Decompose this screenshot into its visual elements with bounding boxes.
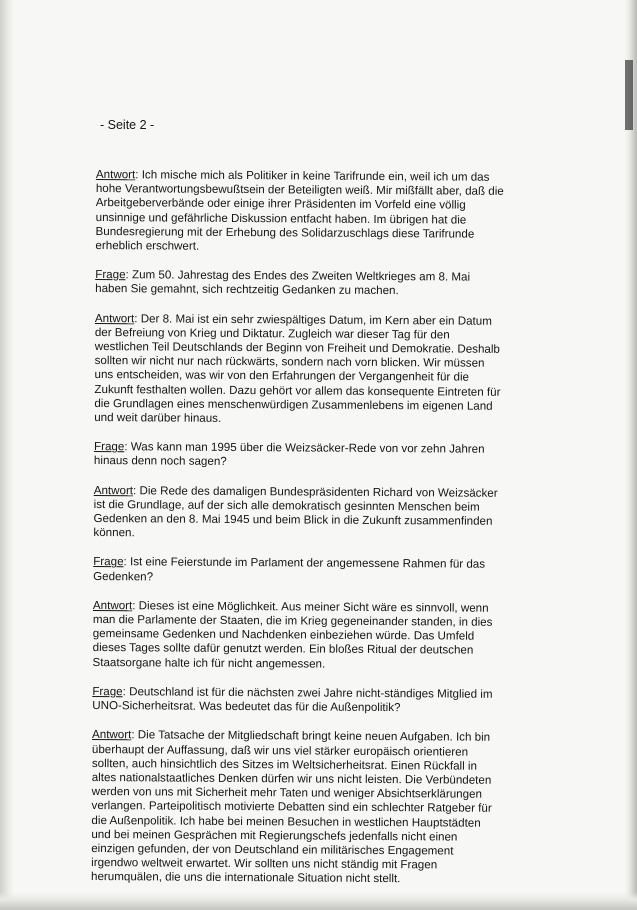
question-label: Frage [93,555,124,569]
answer-label: Antwort [91,728,132,742]
answer-text: Die Rede des damaligen Bundespräsidenten Richard von Weizsäcker ist die Grundlage, auf der sich alle demokratisch gesinnten Menschen beim Gedenken an den 8. Mai 1945 und beim Blick in die Zukunft zusammenfinden können. [93,483,498,540]
question-text: Deutschland ist für die nächsten zwei Jahre nicht-ständiges Mitglied im UNO-Sicherheitsrat. Was bedeutet das für die Außenpolitik? [92,685,493,715]
answer-label: Antwort [95,168,136,182]
interview-text [91,168,504,902]
answer-paragraph: Antwort: Ich mische mich als Politiker in keine Tarifrunde ein, weil ich um das hohe Verantwortungsbewußtsein der Beteiligten weiß. Mir mißfällt aber, daß die Arbeitgeberverbände oder einige ihrer Präsidenten im Vorfeld eine völlig unsinnige und gefährliche Diskussion entfacht haben. Im übrigen hat die Bundesregierung mit der Erhebung des Solidarzuschlags diese Tarifrunde erheblich erschwert. [95,168,504,253]
answer-paragraph: Antwort: Der 8. Mai ist ein sehr zwiespältiges Datum, im Kern aber ein Datum der Befreiung von Krieg und Diktatur. Zugleich war dieser Tag für den westlichen Teil Deutschlands der Beginn von Freiheit und Demokratie. Deshalb sollten wir nicht nur nach rückwärts, sondern nach vorn blicken. Wir müssen uns entscheiden, was wir von den Erfahrungen der Vergangenheit für die Zukunft festhalten wollen. Dazu gehört vor allem das konsequente Eintreten für die Grundlagen eines menschenwürdigen Zusammenlebens im eigenen Land und weit darüber hinaus. [94,311,501,425]
answer-text: Der 8. Mai ist ein sehr zwiespältiges Datum, im Kern aber ein Datum der Befreiung von Krieg und Diktatur. Zugleich war dieser Tag für den westlichen Teil Deutschlands der Beginn von Freiheit und Demokratie. Deshalb sollten wir nicht nur nach rückwärts, sondern nach vorn blicken. Wir müssen uns entscheiden, was wir von den Erfahrungen der Vergangenheit für die Zukunft festhalten wollen. Dazu gehört vor allem das konsequente Eintreten für die Grundlagen eines menschenwürdigen Zusammenlebens im eigenen Land und weit darüber hinaus. [94,311,501,425]
question-paragraph: Frage: Deutschland ist für die nächsten zwei Jahre nicht-ständiges Mitglied im UNO-Sicherheitsrat. Was bedeutet das für die Außenpolitik? [92,684,493,715]
question-label: Frage [95,268,126,282]
scan-edge-right [625,0,637,910]
answer-label: Antwort [93,483,134,497]
answer-paragraph: Antwort: Die Tatsache der Mitgliedschaft bringt keine neuen Aufgaben. Ich bin überhaupt der Auffassung, daß wir uns viel stärker europäisch orientieren sollten, auch hinsichtlich des Sitzes im Weltsicherheitsrat. Einen Rückfall in altes nationalstaatliches Denken dürfen wir uns nicht leisten. Die Verbündeten werden von uns mit Sicherheit mehr Taten und weniger Absichtserklärungen verlangen. Parteipolitisch motivierte Debatten sind ein schlechter Ratgeber für die Außenpolitik. Ich habe bei meinen Besuchen in westlichen Hauptstädten und bei meinen Gesprächen mit Regierungschefs jedenfalls nicht einen einzigen gefunden, der von Deutschland ein militärisches Engagement irgendwo weltweit erwartet. Wir sollten uns nicht ständig mit Fragen herumquälen, die uns die internationale Situation nicht stellt. [91,728,492,886]
question-text: Zum 50. Jahrestag des Endes des Zweiten Weltkrieges am 8. Mai haben Sie gemahnt, sich rechtzeitig Gedanken zu machen. [95,268,471,298]
scan-edge-left [0,0,14,910]
answer-label: Antwort [94,311,135,325]
question-paragraph: Frage: Ist eine Feierstunde im Parlament der angemessene Rahmen für das Gedenken? [93,555,486,584]
scan-binding-mark [625,60,633,130]
question-text: Ist eine Feierstunde im Parlament der angemessene Rahmen für das Gedenken? [93,555,486,584]
answer-text: Die Tatsache der Mitgliedschaft bringt keine neuen Aufgaben. Ich bin überhaupt der Auffassung, daß wir uns viel stärker europäisch orientieren sollten, auch hinsichtlich des Sitzes im Weltsicherheitsrat. Einen Rückfall in altes nationalstaatliches Denken dürfen wir uns nicht leisten. Die Verbündeten werden von uns mit Sicherheit mehr Taten und weniger Absichtserklärungen verlangen. Parteipolitisch motivierte Debatten sind ein schlechter Ratgeber für die Außenpolitik. Ich habe bei meinen Besuchen in westlichen Hauptstädten und bei meinen Gesprächen mit Regierungschefs jedenfalls nicht einen einzigen gefunden, der von Deutschland ein militärisches Engagement irgendwo weltweit erwartet. Wir sollten uns nicht ständig mit Fragen herumquälen, die uns die internationale Situation nicht stellt. [91,728,492,886]
question-paragraph: Frage: Was kann man 1995 über die Weizsäcker-Rede von vor zehn Jahren hinaus denn noch sagen? [93,440,485,469]
question-label: Frage [94,440,125,454]
answer-text: Ich mische mich als Politiker in keine Tarifrunde ein, weil ich um das hohe Verantwortungsbewußtsein der Beteiligten weiß. Mir mißfällt aber, daß die Arbeitgeberverbände oder einige ihrer Präsidenten im Vorfeld eine völlig unsinnige und gefährliche Diskussion entfacht haben. Im übrigen hat die Bundesregierung mit der Erhebung des Solidarzuschlags diese Tarifrunde erheblich erschwert. [95,168,504,253]
answer-label: Antwort [92,598,133,613]
page-number: - Seite 2 - [100,118,155,132]
answer-paragraph: Antwort: Die Rede des damaligen Bundespräsidenten Richard von Weizsäcker ist die Grundlage, auf der sich alle demokratisch gesinnten Menschen beim Gedenken an den 8. Mai 1945 und beim Blick in die Zukunft zusammenfinden können. [93,483,498,540]
question-text: Was kann man 1995 über die Weizsäcker-Rede von vor zehn Jahren hinaus denn noch sagen? [93,440,485,469]
question-label: Frage [92,684,123,699]
question-paragraph: Frage: Zum 50. Jahrestag des Endes des Zweiten Weltkrieges am 8. Mai haben Sie gemahnt, sich rechtzeitig Gedanken zu machen. [95,268,471,298]
answer-paragraph: Antwort: Dieses ist eine Möglichkeit. Aus meiner Sicht wäre es sinnvoll, wenn man die Parlamente der Staaten, die im Krieg gegeneinander standen, in dies gemeinsame Gedenken und Nachdenken einbeziehen würde. Das Umfeld dieses Tages sollte dafür genutzt werden. Ein bloßes Ritual der deutschen Staatsorgane halte ich für nicht angemessen. [92,598,493,671]
answer-text: Dieses ist eine Möglichkeit. Aus meiner Sicht wäre es sinnvoll, wenn man die Parlamente der Staaten, die im Krieg gegeneinander standen, in dies gemeinsame Gedenken und Nachdenken einbeziehen würde. Das Umfeld dieses Tages sollte dafür genutzt werden. Ein bloßes Ritual der deutschen Staatsorgane halte ich für nicht angemessen. [92,599,493,671]
